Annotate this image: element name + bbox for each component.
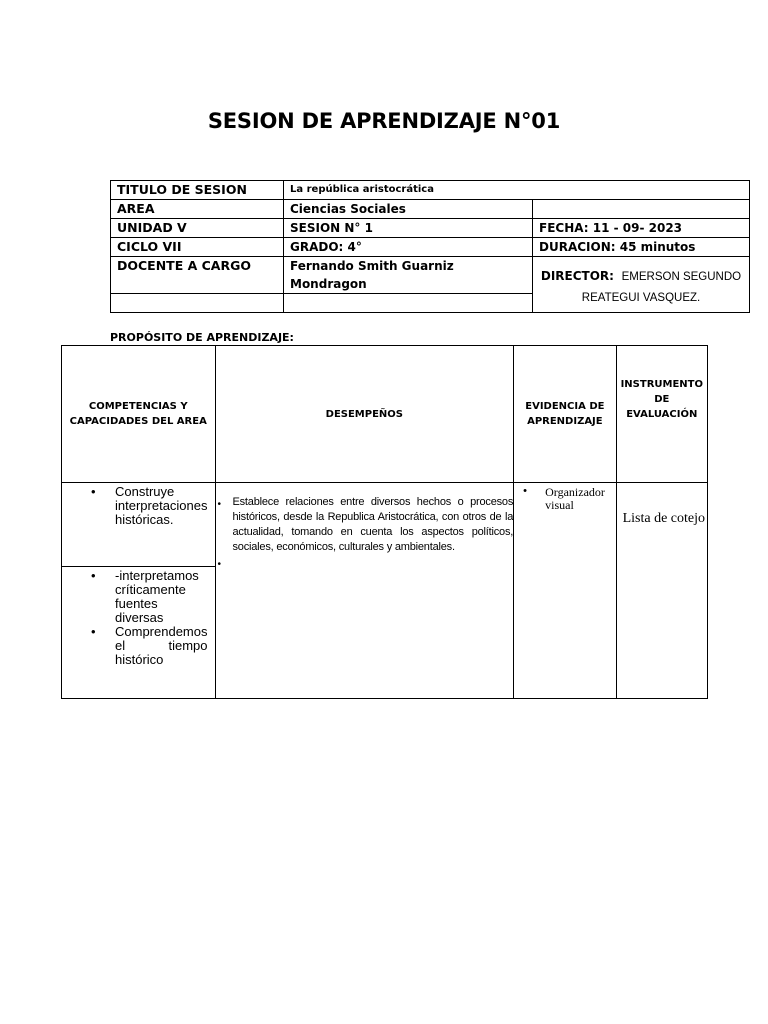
evidencia-item: • Organizador visual [515,486,614,512]
page-title: SESION DE APRENDIZAJE N°01 [207,109,561,133]
header-competencias: COMPETENCIAS Y CAPACIDADES DEL AREA [62,346,216,483]
titulo-label: TITULO DE SESION [111,181,284,200]
docente-label: DOCENTE A CARGO [111,257,284,294]
desempeno-cell [215,483,514,699]
ciclo-label: CICLO VII [111,238,284,257]
duracion-value: DURACION: 45 minutos [533,238,750,257]
area-label: AREA [111,200,284,219]
docente-value: Fernando Smith Guarniz Mondragon [284,257,533,294]
empty-cell-left [111,294,284,313]
fecha-value: FECHA: 11 - 09- 2023 [533,219,750,238]
competencia-cell [62,483,216,567]
session-info-table [110,180,750,313]
header-evidencia: EVIDENCIA DE APRENDIZAJE [514,346,616,483]
capacidad-item-2: • Comprendemos el tiempo histórico [63,625,214,667]
sesion-value: SESION N° 1 [284,219,533,238]
unidad-label: UNIDAD V [111,219,284,238]
director-label: DIRECTOR: [540,268,614,283]
titulo-value: La república aristocrática [284,181,750,200]
evidencia-cell [514,483,616,699]
empty-cell-mid [284,294,533,313]
header-desempenos: DESEMPEÑOS [215,346,514,483]
purpose-label: PROPÓSITO DE APRENDIZAJE: [110,331,294,344]
header-instrumento: INSTRUMENTO DE EVALUACIÓN [616,346,707,483]
area-value: Ciencias Sociales [284,200,533,219]
competencia-item: • Construye interpretaciones históricas. [63,485,214,527]
area-empty-cell [533,200,750,219]
capacidad-item-1: • -interpretamos críticamente fuentes diversas [63,569,214,625]
desempeno-item: • Establece relaciones entre diversos hechos o procesos históricos, desde la Republica Aristocrática, con otros de la actualidad, tomando en cuenta los aspectos políticos, sociales, económicos, culturales y ambientales. [216,495,514,555]
grado-value: GRADO: 4° [284,238,533,257]
director-cell [533,257,750,313]
director-value: EMERSON SEGUNDO REATEGUI VASQUEZ. [581,270,742,304]
instrumento-cell: Lista de cotejo [616,483,707,699]
learning-purpose-table [61,345,708,699]
capacidades-cell [62,567,216,699]
